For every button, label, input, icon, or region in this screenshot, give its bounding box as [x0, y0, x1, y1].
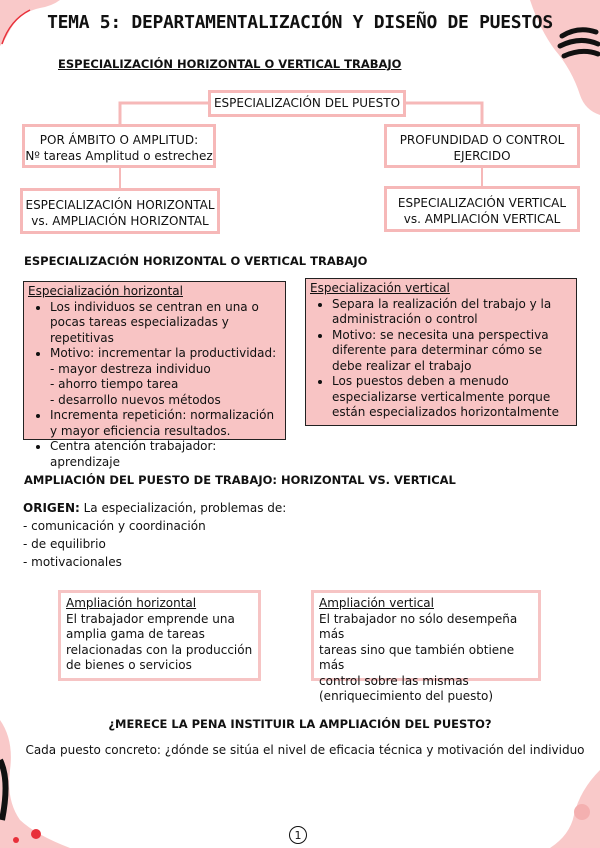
diagram-right-bottom: ESPECIALIZACIÓN VERTICAL vs. AMPLIACIÓN VERTICAL: [384, 186, 580, 232]
list-item: • Incrementa repetición: normalización y mayor eficiencia resultados.: [50, 408, 281, 439]
diagram-right-top: PROFUNDIDAD O CONTROL EJERCIDO: [384, 124, 580, 168]
list-item: • Centra atención trabajador: aprendizaje: [50, 439, 281, 470]
page-number: 1: [289, 826, 307, 844]
horizontal-specialization-box: [23, 281, 286, 469]
diagram-left-top: POR ÁMBITO O AMPLITUD: Nº tareas Amplitud o estrechez: [22, 124, 216, 168]
amp-vertical-heading: Ampliación vertical: [319, 596, 434, 610]
list-item: • Separa la realización del trabajo y la administración o control: [332, 297, 572, 328]
vertical-heading: Especialización vertical: [310, 281, 450, 295]
section-heading-enlargement: AMPLIACIÓN DEL PUESTO DE TRABAJO: HORIZONTAL VS. VERTICAL: [24, 473, 456, 487]
list-item: • Motivo: incrementar la productividad:: [50, 346, 281, 362]
list-item: - motivacionales: [23, 555, 122, 569]
diagram-left-bottom: ESPECIALIZACIÓN HORIZONTAL vs. AMPLIACIÓN HORIZONTAL: [20, 188, 220, 234]
page-title: TEMA 5: DEPARTAMENTALIZACIÓN Y DISEÑO DE PUESTOS: [47, 12, 553, 33]
horizontal-heading: Especialización horizontal: [28, 284, 183, 298]
closing-text: Cada puesto concreto: ¿dónde se sitúa el nivel de eficacia técnica y motivación del individuo: [25, 743, 585, 757]
list-item: • Los puestos deben a menudo especializarse verticalmente porque están especializados horizontalmente: [332, 374, 572, 421]
list-item: - mayor destreza individuo: [50, 361, 211, 376]
origen-block: [23, 499, 423, 571]
origen-text: La especialización, problemas de:: [79, 501, 287, 515]
diagram-root: ESPECIALIZACIÓN DEL PUESTO: [208, 90, 406, 117]
vertical-enlargement-box: Ampliación vertical El trabajador no sólo desempeña más tareas sino que también obtiene más control sobre las mismas (enriquecimiento del puesto): [311, 590, 541, 681]
list-item: • Los individuos se centran en una o pocas tareas especializadas y repetitivas: [50, 300, 281, 347]
horizontal-enlargement-box: Ampliación horizontal El trabajador emprende una amplia gama de tareas relacionadas con la producción de bienes o servicios: [58, 590, 261, 681]
origen-label: ORIGEN:: [23, 501, 80, 515]
amp-horizontal-heading: Ampliación horizontal: [66, 596, 197, 610]
vertical-specialization-box: [305, 278, 577, 426]
list-item: - comunicación y coordinación: [23, 519, 206, 533]
list-item: - de equilibrio: [23, 537, 106, 551]
decorative-blob-bottom-right: [520, 770, 600, 848]
list-item: - ahorro tiempo tarea: [50, 377, 179, 391]
list-item: - desarrollo nuevos métodos: [50, 392, 221, 407]
decorative-blob-bottom-left: [0, 720, 80, 848]
section-heading-specialization: ESPECIALIZACIÓN HORIZONTAL O VERTICAL TRABAJO: [58, 57, 402, 71]
section-heading-question: ¿MERECE LA PENA INSTITUIR LA AMPLIACIÓN DEL PUESTO?: [108, 717, 492, 731]
list-item: • Motivo: se necesita una perspectiva diferente para determinar cómo se debe realizar el trabajo: [332, 328, 572, 375]
section-heading-specialization-2: ESPECIALIZACIÓN HORIZONTAL O VERTICAL TRABAJO: [24, 254, 368, 268]
